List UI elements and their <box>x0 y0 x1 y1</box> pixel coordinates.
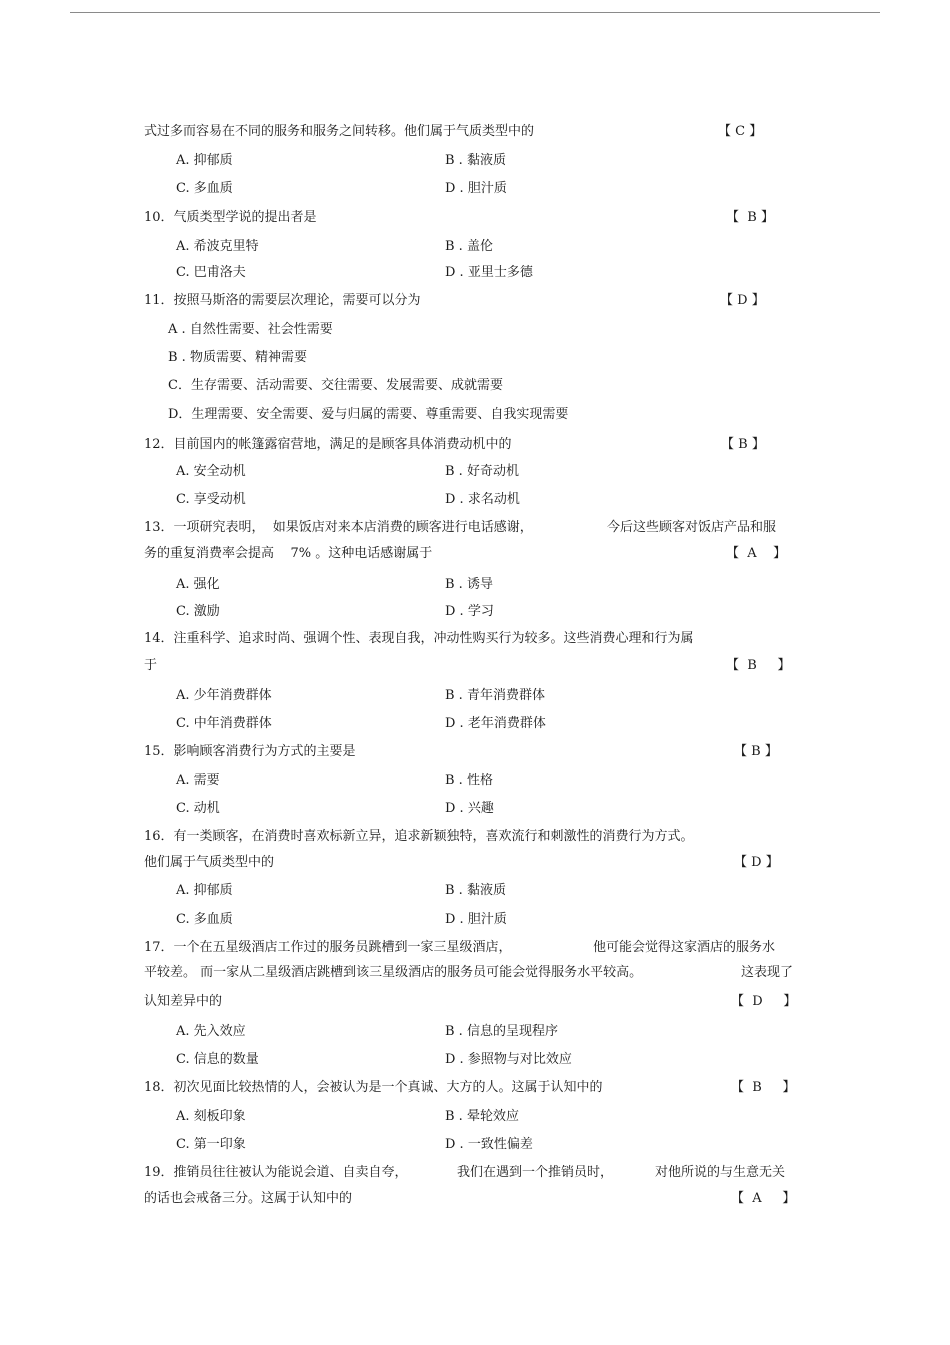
question-18-option-d: D . 一致性偏差 <box>445 1137 533 1152</box>
question-12-answer: 【 B 】 <box>721 437 765 452</box>
question-13-answer: 【 A 】 <box>726 546 787 561</box>
question-17-option-b: B . 信息的呈现程序 <box>445 1024 558 1039</box>
question-11-stem: 11．按照马斯洛的需要层次理论，需要可以分为 <box>144 293 421 308</box>
question-19-stem-line1-a: 19．推销员往往被认为能说会道、自卖自夸， <box>144 1165 408 1180</box>
question-13-option-b: B . 诱导 <box>445 577 493 592</box>
question-10-option-d: D . 亚里士多德 <box>445 265 533 280</box>
question-12-stem: 12．目前国内的帐篷露宿营地，满足的是顾客具体消费动机中的 <box>144 437 512 452</box>
question-16-stem-line1: 16．有一类顾客，在消费时喜欢标新立异，追求新颖独特，喜欢流行和刺激性的消费行为方式。 <box>144 829 694 844</box>
question-18-answer: 【 B 】 <box>731 1080 796 1095</box>
question-13-stem-line1-a: 13．一项研究表明， 如果饭店对来本店消费的顾客进行电话感谢， <box>144 520 533 535</box>
question-19-stem-line1-c: 对他所说的与生意无关 <box>655 1165 786 1180</box>
question-17-option-d: D . 参照物与对比效应 <box>445 1052 572 1067</box>
question-19-answer: 【 A 】 <box>731 1191 796 1206</box>
question-16-answer: 【 D 】 <box>734 855 779 870</box>
question-18-stem: 18．初次见面比较热情的人，会被认为是一个真诚、大方的人。这属于认知中的 <box>144 1080 603 1095</box>
question-15-option-a: A. 需要 <box>176 773 220 788</box>
question-15-option-b: B . 性格 <box>445 773 493 788</box>
question-14-stem-line1: 14．注重科学、追求时尚、强调个性、表现自我，冲动性购买行为较多。这些消费心理和行为属 <box>144 631 694 646</box>
question-18-option-c: C. 第一印象 <box>176 1137 246 1152</box>
question-11-option-d: D．生理需要、安全需要、爱与归属的需要、尊重需要、自我实现需要 <box>168 407 569 422</box>
question-13-stem-line1-b: 今后这些顾客对饭店产品和服 <box>607 520 777 535</box>
question-17-stem-line3: 认知差异中的 <box>144 994 223 1009</box>
question-13-option-d: D . 学习 <box>445 604 494 619</box>
question-13-option-c: C. 激励 <box>176 604 220 619</box>
question-11-option-b: B . 物质需要、精神需要 <box>168 350 307 365</box>
question-17-stem-line2-b: 这表现了 <box>741 965 794 980</box>
question-12-option-d: D . 求名动机 <box>445 492 520 507</box>
question-13-option-a: A. 强化 <box>176 577 220 592</box>
question-16-stem-line2: 他们属于气质类型中的 <box>144 855 275 870</box>
question-9-stem: 式过多而容易在不同的服务和服务之间转移。他们属于气质类型中的 <box>144 124 535 139</box>
question-12-option-a: A. 安全动机 <box>176 464 246 479</box>
question-14-option-b: B . 青年消费群体 <box>445 688 545 703</box>
question-17-stem-line1-b: 他可能会觉得这家酒店的服务水 <box>593 940 776 955</box>
question-15-answer: 【 B 】 <box>734 744 778 759</box>
question-11-answer: 【 D 】 <box>720 293 765 308</box>
question-9-option-a: A. 抑郁质 <box>176 153 233 168</box>
question-10-answer: 【 B 】 <box>726 210 774 225</box>
question-19-stem-line1-b: 我们在遇到一个推销员时， <box>457 1165 614 1180</box>
question-14-option-c: C. 中年消费群体 <box>176 716 272 731</box>
question-12-option-b: B . 好奇动机 <box>445 464 519 479</box>
question-13-stem-line2: 务的重复消费率会提高 7% 。这种电话感谢属于 <box>144 546 433 561</box>
question-17-option-c: C. 信息的数量 <box>176 1052 259 1067</box>
question-9-answer: 【 C 】 <box>718 124 763 139</box>
question-16-option-d: D . 胆汁质 <box>445 912 507 927</box>
question-16-option-c: C. 多血质 <box>176 912 233 927</box>
question-16-option-b: B . 黏液质 <box>445 883 506 898</box>
question-14-option-d: D . 老年消费群体 <box>445 716 546 731</box>
question-12-option-c: C. 享受动机 <box>176 492 246 507</box>
question-9-option-d: D . 胆汁质 <box>445 181 507 196</box>
question-15-option-d: D . 兴趣 <box>445 801 494 816</box>
question-10-option-b: B . 盖伦 <box>445 239 493 254</box>
question-10-option-a: A. 希波克里特 <box>176 239 259 254</box>
question-9-option-c: C. 多血质 <box>176 181 233 196</box>
question-14-option-a: A. 少年消费群体 <box>176 688 272 703</box>
question-14-stem-line2: 于 <box>144 658 158 673</box>
question-19-stem-line2: 的话也会戒备三分。这属于认知中的 <box>144 1191 353 1206</box>
question-17-option-a: A. 先入效应 <box>176 1024 246 1039</box>
question-16-option-a: A. 抑郁质 <box>176 883 233 898</box>
question-15-option-c: C. 动机 <box>176 801 220 816</box>
question-17-stem-line2-a: 平较差。 而一家从二星级酒店跳槽到该三星级酒店的服务员可能会觉得服务水平较高。 <box>144 965 643 980</box>
question-10-option-c: C. 巴甫洛夫 <box>176 265 246 280</box>
question-11-option-c: C．生存需要、活动需要、交往需要、发展需要、成就需要 <box>168 378 503 393</box>
question-15-stem: 15．影响顾客消费行为方式的主要是 <box>144 744 356 759</box>
question-9-option-b: B . 黏液质 <box>445 153 506 168</box>
question-14-answer: 【 B 】 <box>726 658 791 673</box>
question-18-option-a: A. 刻板印象 <box>176 1109 246 1124</box>
question-10-stem: 10．气质类型学说的提出者是 <box>144 210 317 225</box>
question-17-answer: 【 D 】 <box>731 994 797 1009</box>
question-11-option-a: A . 自然性需要、社会性需要 <box>168 322 333 337</box>
question-17-stem-line1-a: 17．一个在五星级酒店工作过的服务员跳槽到一家三星级酒店， <box>144 940 512 955</box>
question-18-option-b: B . 晕轮效应 <box>445 1109 519 1124</box>
